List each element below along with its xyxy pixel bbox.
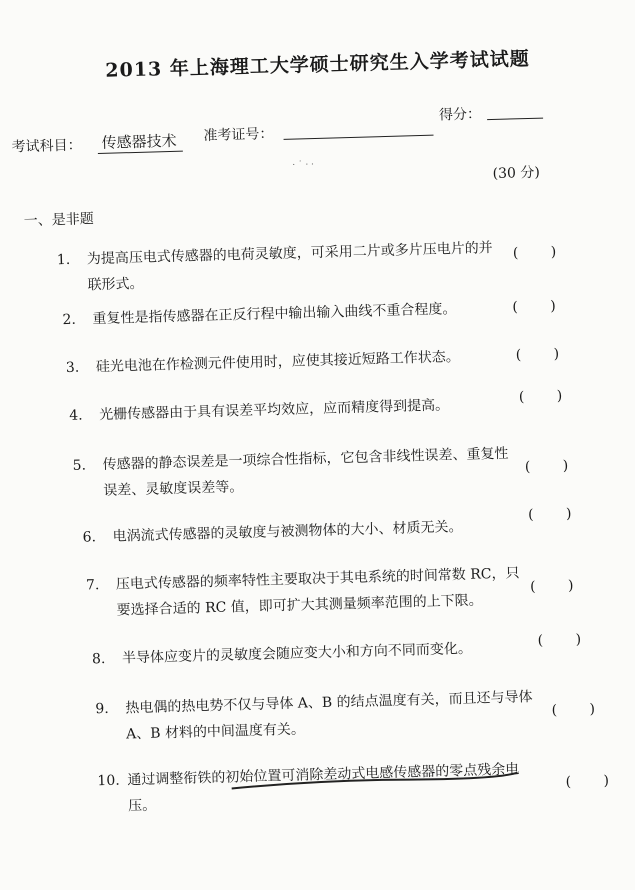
answer-parentheses: ( ) (551, 700, 610, 719)
answer-parentheses: ( ) (518, 387, 577, 406)
question-item (86, 558, 607, 624)
subject-label: 考试科目： (11, 137, 82, 156)
question-item (69, 388, 590, 429)
question-item (66, 340, 587, 381)
question-number: 7. (85, 577, 100, 594)
answer-parentheses: ( ) (565, 772, 624, 791)
question-number: 10. (97, 772, 120, 790)
answer-parentheses: ( ) (512, 243, 571, 262)
question-text: 半导体应变片的灵敏度会随应变大小和方向不同而变化。 (121, 640, 473, 667)
question-text: 压电式传感器的频率特性主要取决于其电系统的时间常数 RC，只 (115, 565, 520, 593)
answer-parentheses: ( ) (512, 297, 570, 316)
question-number: 4. (68, 407, 83, 424)
answer-parentheses: ( ) (524, 457, 583, 476)
score-blank (487, 102, 543, 121)
question-number: 2. (62, 311, 77, 329)
answer-parentheses: ( ) (515, 345, 574, 364)
question-text: 热电偶的热电势不仅与导体 A、B 的结点温度有关，而且还与导体 (125, 689, 533, 717)
section-title: 一、是非题 (23, 211, 94, 230)
question-item (57, 233, 578, 299)
question-text: 光栅传感器由于具有误差平均效应，应而精度得到提高。 (98, 397, 450, 424)
question-number: 1. (56, 251, 71, 269)
question-text: 硅光电池在作检测元件使用时，应使其接近短路工作状态。 (95, 348, 460, 376)
question-text: 传感器的静态误差是一项综合性指标，它包含非线性误差、重复性 (102, 445, 509, 474)
exam-info-row (11, 100, 611, 156)
scan-noise: · ˙ · · (292, 159, 315, 171)
question-number: 6. (82, 529, 97, 546)
question-item (62, 293, 583, 334)
question-text-cont: 误差、灵敏度误差等。 (103, 479, 244, 499)
question-number: 5. (72, 457, 87, 474)
score-label: 得分： (438, 106, 482, 124)
question-item (72, 438, 593, 504)
exam-number-blank (283, 117, 433, 140)
question-text-cont: A、B 材料的中间温度有关。 (125, 721, 306, 743)
question-number: 9. (95, 700, 109, 718)
question-text-cont: 联形式。 (87, 275, 144, 294)
question-item (95, 682, 616, 748)
exam-number-label: 准考证号： (203, 126, 274, 145)
answer-parentheses: ( ) (529, 577, 588, 596)
question-number: 8. (91, 651, 106, 668)
question-number: 3. (65, 359, 80, 376)
question-text-cont: 要选择合适的 RC 值，即可扩大其测量频率范围的上下限。 (116, 592, 483, 619)
section-points: (30 分) (492, 164, 541, 183)
question-text: 为提高压电式传感器的电荷灵敏度，可采用二片或多片压电片的并 (86, 240, 493, 268)
subject-value: 传感器技术 (97, 130, 183, 154)
answer-parentheses: ( ) (537, 631, 596, 649)
question-text: 通过调整衔铁的初始位置可消除差动式电感传感器的零点残余电 (127, 761, 520, 789)
question-text: 重复性是指传感器在正反行程中输出输入曲线不重合程度。 (92, 301, 457, 328)
question-item (82, 505, 603, 551)
page-title: 2013 年上海理工大学硕士研究生入学考试试题 (105, 47, 530, 82)
question-item (92, 632, 613, 673)
question-text: 电涡流式传感器的灵敏度与被测物体的大小、材质无关。 (112, 518, 463, 545)
question-text-cont: 压。 (127, 797, 157, 815)
answer-parentheses: ( ) (527, 505, 586, 524)
